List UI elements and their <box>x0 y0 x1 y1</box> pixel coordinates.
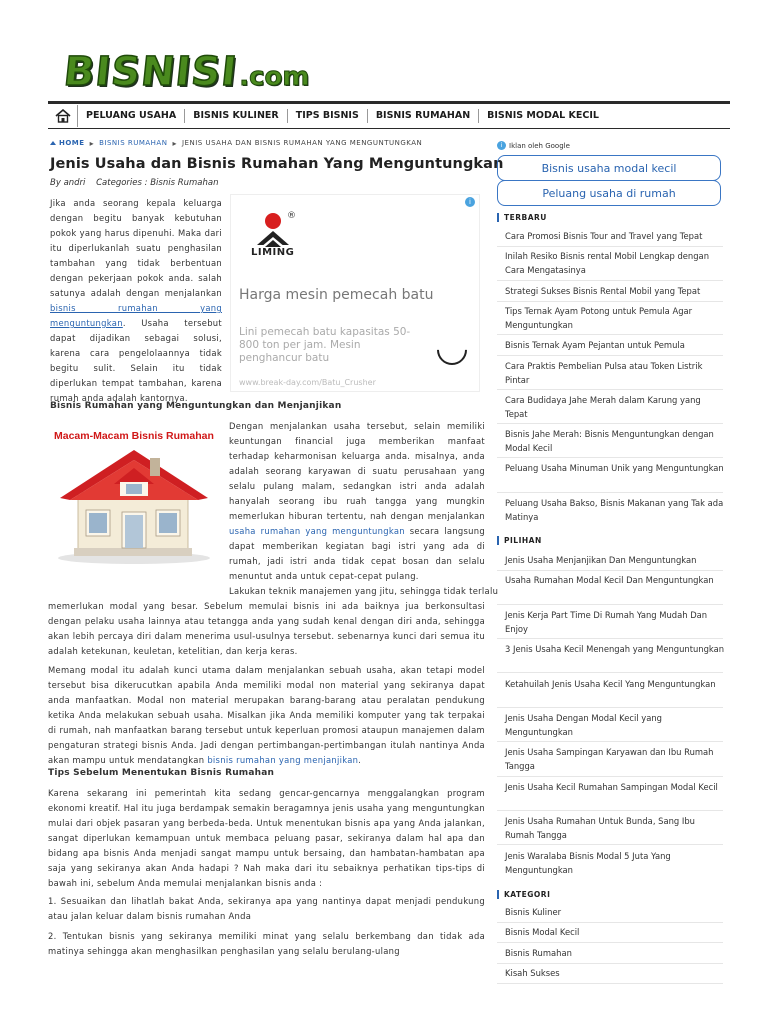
sidebar-item-pilihan[interactable]: 3 Jenis Usaha Kecil Menengah yang Menguntungkan <box>505 644 725 654</box>
sidebar-item-kategori[interactable]: Bisnis Modal Kecil <box>505 927 580 937</box>
breadcrumb <box>50 136 480 150</box>
paragraph-text: Jika anda seorang kepala keluarga dengan begitu banyak kebutuhan pokok yang harus dipenuhi. Maka dari itu diperlukanlah suatu penghasilan tambahan yang tidak berbentuan dengan pekerjaan pokok anda. salah satunya adalah dengan menjalankan <box>50 198 222 298</box>
sidebar-item-terbaru[interactable]: Peluang Usaha Minuman Unik yang Menguntungkan <box>505 463 724 473</box>
sidebar-item-terbaru[interactable]: Tips Ternak Ayam Potong untuk Pemula Agar Menguntungkan <box>505 306 693 330</box>
sidebar-item-pilihan[interactable]: Jenis Kerja Part Time Di Rumah Yang Mudah Dan Enjoy <box>505 610 708 634</box>
divider <box>497 280 723 281</box>
sidebar-item-kategori[interactable]: Kisah Sukses <box>505 968 560 978</box>
paragraph-text: Memang modal itu adalah kunci utama dalam menjalankan sebuah usaha, akan tetapi model tersebut bisa dikerucutkan apabila Anda memiliki modal non material yang sekiranya dapat anda manfaatkan. Modal non material merupakan barang-barang atau peralatan pendukung ketika Anda melakukan sebuah usaha. Misalkan jika Anda memiliki komputer yang tak terpakai di rumah, nah manfaatkan barang tersebut untuk keperluan promosi ataupun manajemen dalam pengaturan strategi bisnis Anda. Jadi dengan pertimbangan-pertimbangan itulah nantinya Anda akan mampu untuk mendatangkan <box>48 665 485 765</box>
divider <box>497 942 723 943</box>
sidebar-item-pilihan[interactable]: Jenis Usaha Menjanjikan Dan Menguntungkan <box>505 555 697 565</box>
byline <box>50 178 226 188</box>
article-paragraph-1 <box>50 196 222 406</box>
chevron-right-icon: ▸ <box>172 138 177 148</box>
ads-by-google[interactable] <box>497 141 570 150</box>
sponsored-link-button[interactable]: Peluang usaha di rumah <box>497 180 721 206</box>
sidebar-heading-label: KATEGORI <box>504 890 551 899</box>
ad-brand: LIMING <box>251 247 295 258</box>
categories-label[interactable]: Categories : Bisnis Rumahan <box>96 178 219 188</box>
sidebar-item-pilihan[interactable]: Jenis Usaha Dengan Modal Kecil yang Menguntungkan <box>505 713 662 737</box>
sidebar-item-terbaru[interactable]: Bisnis Ternak Ayam Pejantan untuk Pemula <box>505 340 685 350</box>
logo-text: BISNISI <box>61 49 240 95</box>
sidebar-item-pilihan[interactable]: Jenis Usaha Kecil Rumahan Sampingan Modal Kecil <box>505 782 718 792</box>
sidebar-heading-label: PILIHAN <box>504 536 542 545</box>
home-icon[interactable] <box>54 105 78 127</box>
divider <box>497 922 723 923</box>
sidebar-item-kategori[interactable]: Bisnis Rumahan <box>505 948 572 958</box>
divider <box>497 844 723 845</box>
site-logo[interactable] <box>61 49 310 95</box>
inline-link[interactable]: usaha rumahan yang menguntungkan <box>229 526 405 536</box>
divider <box>497 604 723 605</box>
section-heading: Tips Sebelum Menentukan Bisnis Rumahan <box>48 768 275 778</box>
main-nav <box>48 101 730 129</box>
paragraph-text: Dengan menjalankan usaha tersebut, selain memiliki keuntungan financial juga memberikan manfaat terhadap keharmonisan keluarga anda. misalnya, anda adalah seorang karyawan di suatu perusahaan yang selalu pulang malam, sedangkan istri anda adalah hanyalah seorang ibu ruah tangga yang mungkin memerlukan hiburan tertentu, nah dengan menjalankan <box>229 421 485 521</box>
inline-link[interactable]: bisnis rumahan yang menguntungkan <box>50 303 222 328</box>
nav-item-bisnis-modal-kecil[interactable]: BISNIS MODAL KECIL <box>487 110 599 121</box>
ad-banner[interactable] <box>230 194 480 392</box>
chevron-right-icon: ▸ <box>89 138 95 148</box>
divider <box>497 638 723 639</box>
sidebar-heading-pilihan <box>497 536 542 545</box>
ad-headline[interactable]: Harga mesin pemecah batu <box>239 287 434 303</box>
ad-body: Lini pemecah batu kapasitas 50-800 ton per jam. Mesin penghancur batu <box>239 326 411 364</box>
image-caption: Macam-Macam Bisnis Rumahan <box>54 430 214 442</box>
divider <box>497 334 723 335</box>
sidebar-item-pilihan[interactable]: Ketahuilah Jenis Usaha Kecil Yang Menguntungkan <box>505 679 716 689</box>
divider <box>497 741 723 742</box>
breadcrumb-category[interactable]: BISNIS RUMAHAN <box>99 139 168 147</box>
nav-item-peluang-usaha[interactable]: PELUANG USAHA <box>78 109 185 123</box>
sidebar-heading-terbaru <box>497 213 547 222</box>
divider <box>497 301 723 302</box>
info-icon: i <box>497 141 506 150</box>
nav-item-bisnis-rumahan[interactable]: BISNIS RUMAHAN <box>368 109 479 123</box>
sidebar-item-terbaru[interactable]: Peluang Usaha Bakso, Bisnis Makanan yang Tak ada Matinya <box>505 498 724 522</box>
sidebar-item-pilihan[interactable]: Jenis Waralaba Bisnis Modal 5 Juta Yang Menguntungkan <box>505 851 671 875</box>
divider <box>497 707 723 708</box>
section-heading: Bisnis Rumahan yang Menguntungkan dan Menjanjikan <box>50 401 342 411</box>
paragraph-text: . <box>358 755 362 765</box>
divider <box>497 355 723 356</box>
divider <box>497 672 723 673</box>
author-label[interactable]: By andri <box>50 178 86 188</box>
breadcrumb-home[interactable] <box>50 139 85 147</box>
divider <box>497 457 723 458</box>
divider <box>497 776 723 777</box>
tip-item-1: 1. Sesuaikan dan lihatlah bakat Anda, sekiranya apa yang nantinya dapat menjadi pendukung atau jalan keluar dalam bisnis rumahan Anda <box>48 896 485 921</box>
sidebar-item-terbaru[interactable]: Inilah Resiko Bisnis rental Mobil Lengkap dengan Cara Mengatasinya <box>505 251 709 275</box>
house-illustration <box>48 420 220 568</box>
sidebar-heading-kategori <box>497 890 550 899</box>
article-paragraph-2 <box>229 419 485 584</box>
divider <box>497 963 723 964</box>
divider <box>497 810 723 811</box>
breadcrumb-home-icon <box>50 141 56 145</box>
nav-item-tips-bisnis[interactable]: TIPS BISNIS <box>288 109 368 123</box>
logo-tld: .com <box>239 62 310 92</box>
inline-link[interactable]: bisnis rumahan yang menjanjikan <box>207 755 359 765</box>
sidebar-item-pilihan[interactable]: Usaha Rumahan Modal Kecil Dan Menguntungkan <box>505 575 714 585</box>
sidebar-item-pilihan[interactable]: Jenis Usaha Sampingan Karyawan dan Ibu Rumah Tangga <box>505 747 714 771</box>
registered-icon: ® <box>287 211 296 221</box>
sidebar-item-kategori[interactable]: Bisnis Kuliner <box>505 907 562 917</box>
article-paragraph-3-start: Lakukan teknik manajemen yang jitu, sehingga tidak terlalu <box>229 586 499 596</box>
divider <box>497 389 723 390</box>
article-paragraph-3: memerlukan modal yang besar. Sebelum memulai bisnis ini ada baiknya jua berkonsultasi dengan pelaku usaha lainnya atau tetangga anda yang sudah kenal dengan diri anda, sehingga akan lebih percaya diri dalam menerima usul-usulnya tersebut. sebenarnya kunci dari semua itu adalah ketekunan, keuletan, ketelitian, dan kerja keras. <box>48 601 485 656</box>
sidebar-item-pilihan[interactable]: Jenis Usaha Rumahan Untuk Bunda, Sang Ibu Rumah Tangga <box>505 816 695 840</box>
divider <box>497 983 723 984</box>
ad-url[interactable]: www.break-day.com/Batu_Crusher <box>239 378 376 387</box>
divider <box>497 570 723 571</box>
article-paragraph-4 <box>48 663 485 768</box>
paragraph-text: . Usaha tersebut dapat dijadikan sebagai solusi, karena cara pengelolaannya tidak begitu sulit. Selain itu tidak diperlukan tempat tambahan, karena rumah anda adalah kantornya. <box>50 318 222 403</box>
article-paragraph-5: Karena sekarang ini pemerintah kita sedang gencar-gencarnya menggalangkan program ekonomi kreatif. Hal itu juga berdampak semakin beragamnya jenis usaha yang menguntungkan mulai dari objek pasaran yang berbeda-beda. Untuk menentukan bisnis apa yang Anda jalankan, sangat diperlukan kemampuan untuk membaca peluang pasar, sekiranya dalam hal apa dan bidang apa bisnis Anda menjadi sangat mampu untuk bersaing, dan hambatan-hambatan apa saja yang sekiranya akan Anda hadapi ? Nah maka dari itu sebaiknya perhatikan tips-tips di bawah ini, sebelum Anda memulai menjalankan bisnis anda : <box>48 788 485 888</box>
breadcrumb-current: JENIS USAHA DAN BISNIS RUMAHAN YANG MENGUNTUNGKAN <box>181 139 423 147</box>
divider <box>497 423 723 424</box>
sidebar-item-terbaru[interactable]: Bisnis Jahe Merah: Bisnis Menguntungkan dengan Modal Kecil <box>505 429 714 453</box>
tip-item-2: 2. Tentukan bisnis yang sekiranya memiliki minat yang selalu berkembang dan tidak ada matinya sehingga akan menghasilkan penghasilan yang selalu berulang-ulang <box>48 931 485 956</box>
divider <box>497 492 723 493</box>
sidebar-item-terbaru[interactable]: Cara Promosi Bisnis Tour and Travel yang Tepat <box>505 231 703 241</box>
nav-item-bisnis-kuliner[interactable]: BISNIS KULINER <box>185 109 288 123</box>
breadcrumb-home-label: HOME <box>59 139 85 147</box>
divider <box>497 246 723 247</box>
sidebar-item-terbaru[interactable]: Strategi Sukses Bisnis Rental Mobil yang Tepat <box>505 286 701 296</box>
page-title: Jenis Usaha dan Bisnis Rumahan Yang Menguntungkan <box>50 156 504 172</box>
ad-arrow-icon[interactable] <box>431 329 473 371</box>
sidebar-item-terbaru[interactable]: Cara Praktis Pembelian Pulsa atau Token Listrik Pintar <box>505 361 703 385</box>
sidebar-heading-label: TERBARU <box>504 213 547 222</box>
sidebar-item-terbaru[interactable]: Cara Budidaya Jahe Merah dalam Karung yang Tepat <box>505 395 701 419</box>
ads-by-label: Iklan oleh Google <box>509 141 570 150</box>
ad-info-icon[interactable]: i <box>465 197 475 207</box>
house-icon <box>48 420 220 568</box>
sponsored-link-button[interactable]: Bisnis usaha modal kecil <box>497 155 721 181</box>
paragraph-text: secara langsung dapat memberikan kegiatan bagi istri yang ada di rumah, jadi istri anda tidak cepat bosan dan selalu menuntut anda untuk cepat-cepat pulang. <box>229 526 485 581</box>
